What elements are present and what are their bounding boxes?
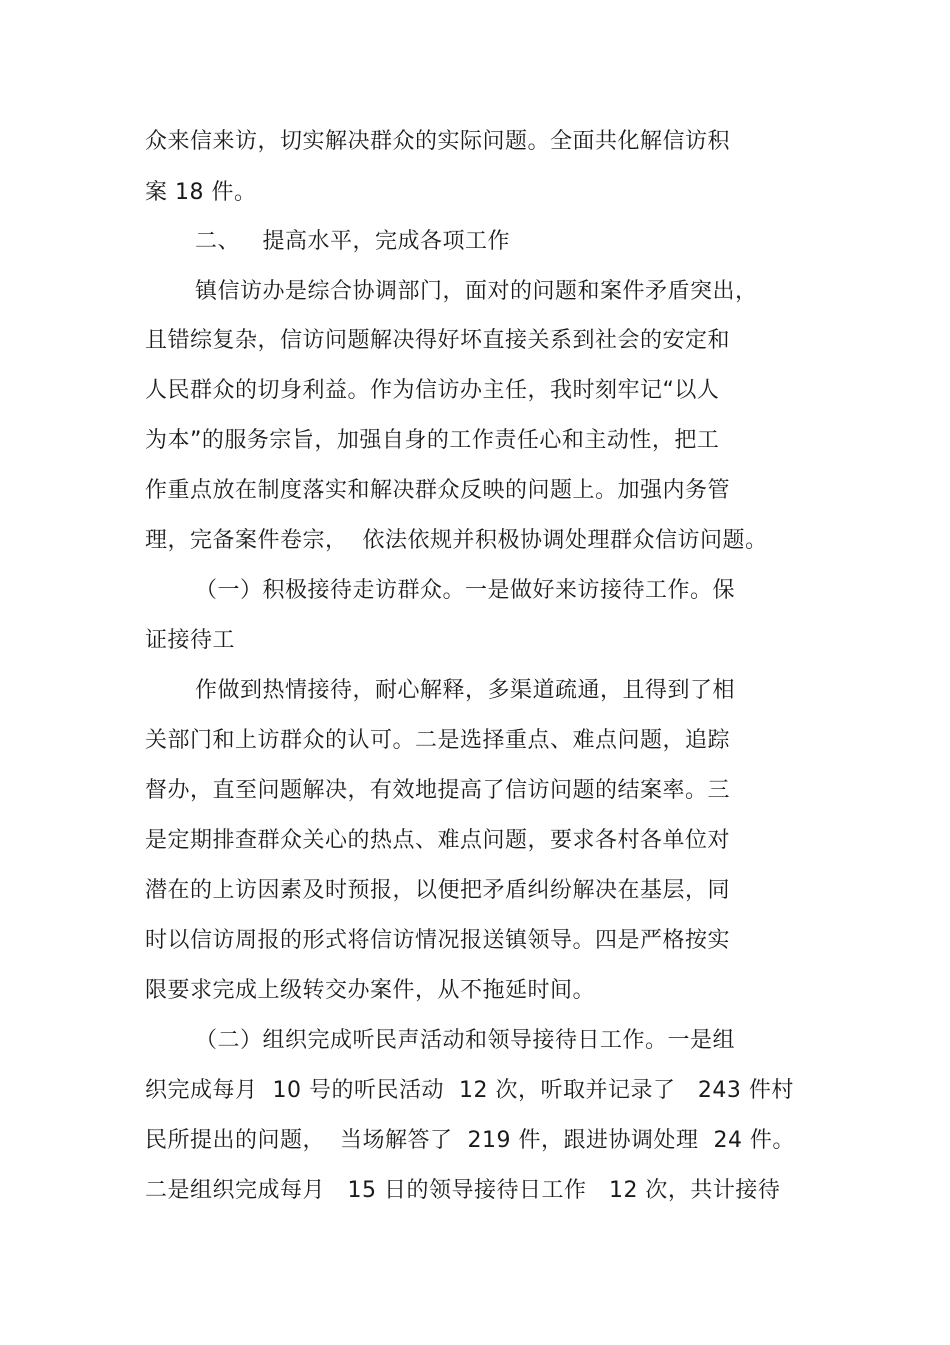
paragraph-line-10: 作做到热情接待，耐心解释，多渠道疏通，且得到了相 — [195, 678, 736, 703]
paragraph-line-14: 潜在的上访因素及时预报，以便把矛盾纠纷解决在基层，同 — [145, 878, 731, 903]
paragraph-line-17: 织完成每月 10 号的听民活动 12 次，听取并记录了 243 件村 — [145, 1078, 794, 1103]
paragraph-line-19: 二是组织完成每月 15 日的领导接待日工作 12 次，共计接待 — [145, 1178, 781, 1203]
subsection-heading-1: （一）积极接待走访群众。一是做好来访接待工作。保 — [195, 578, 736, 603]
section-heading: 二、 提高水平，完成各项工作 — [195, 229, 510, 254]
paragraph-line-9: 证接待工 — [145, 628, 236, 653]
paragraph-line-6: 为本”的服务宗旨，加强自身的工作责任心和主动性，把工 — [145, 428, 720, 453]
paragraph-line-13: 是定期排查群众关心的热点、难点问题，要求各村各单位对 — [145, 828, 731, 853]
paragraph-line-16: 限要求完成上级转交办案件，从不拖延时间。 — [145, 978, 596, 1003]
paragraph-line-15: 时以信访周报的形式将信访情况报送镇领导。四是严格按实 — [145, 928, 731, 953]
paragraph-line-7: 作重点放在制度落实和解决群众反映的问题上。加强内务管 — [145, 478, 731, 503]
subsection-heading-2: （二）组织完成听民声活动和领导接待日工作。一是组 — [195, 1028, 736, 1053]
paragraph-line-2: 案 18 件。 — [145, 180, 257, 205]
paragraph-line-18: 民所提出的问题， 当场解答了 219 件，跟进协调处理 24 件。 — [145, 1128, 795, 1153]
paragraph-line-11: 关部门和上访群众的认可。二是选择重点、难点问题，追踪 — [145, 728, 731, 753]
paragraph-line-5: 人民群众的切身利益。作为信访办主任，我时刻牢记“以人 — [145, 378, 720, 403]
paragraph-line-8: 理，完备案件卷宗， 依法依规并积极协调处理群众信访问题。 — [145, 528, 768, 553]
paragraph-line-4: 且错综复杂，信访问题解决得好坏直接关系到社会的安定和 — [145, 328, 731, 353]
paragraph-line-3: 镇信访办是综合协调部门，面对的问题和案件矛盾突出， — [195, 279, 758, 304]
paragraph-line-12: 督办，直至问题解决，有效地提高了信访问题的结案率。三 — [145, 778, 731, 803]
paragraph-line-1: 众来信来访，切实解决群众的实际问题。全面共化解信访积 — [145, 129, 731, 154]
